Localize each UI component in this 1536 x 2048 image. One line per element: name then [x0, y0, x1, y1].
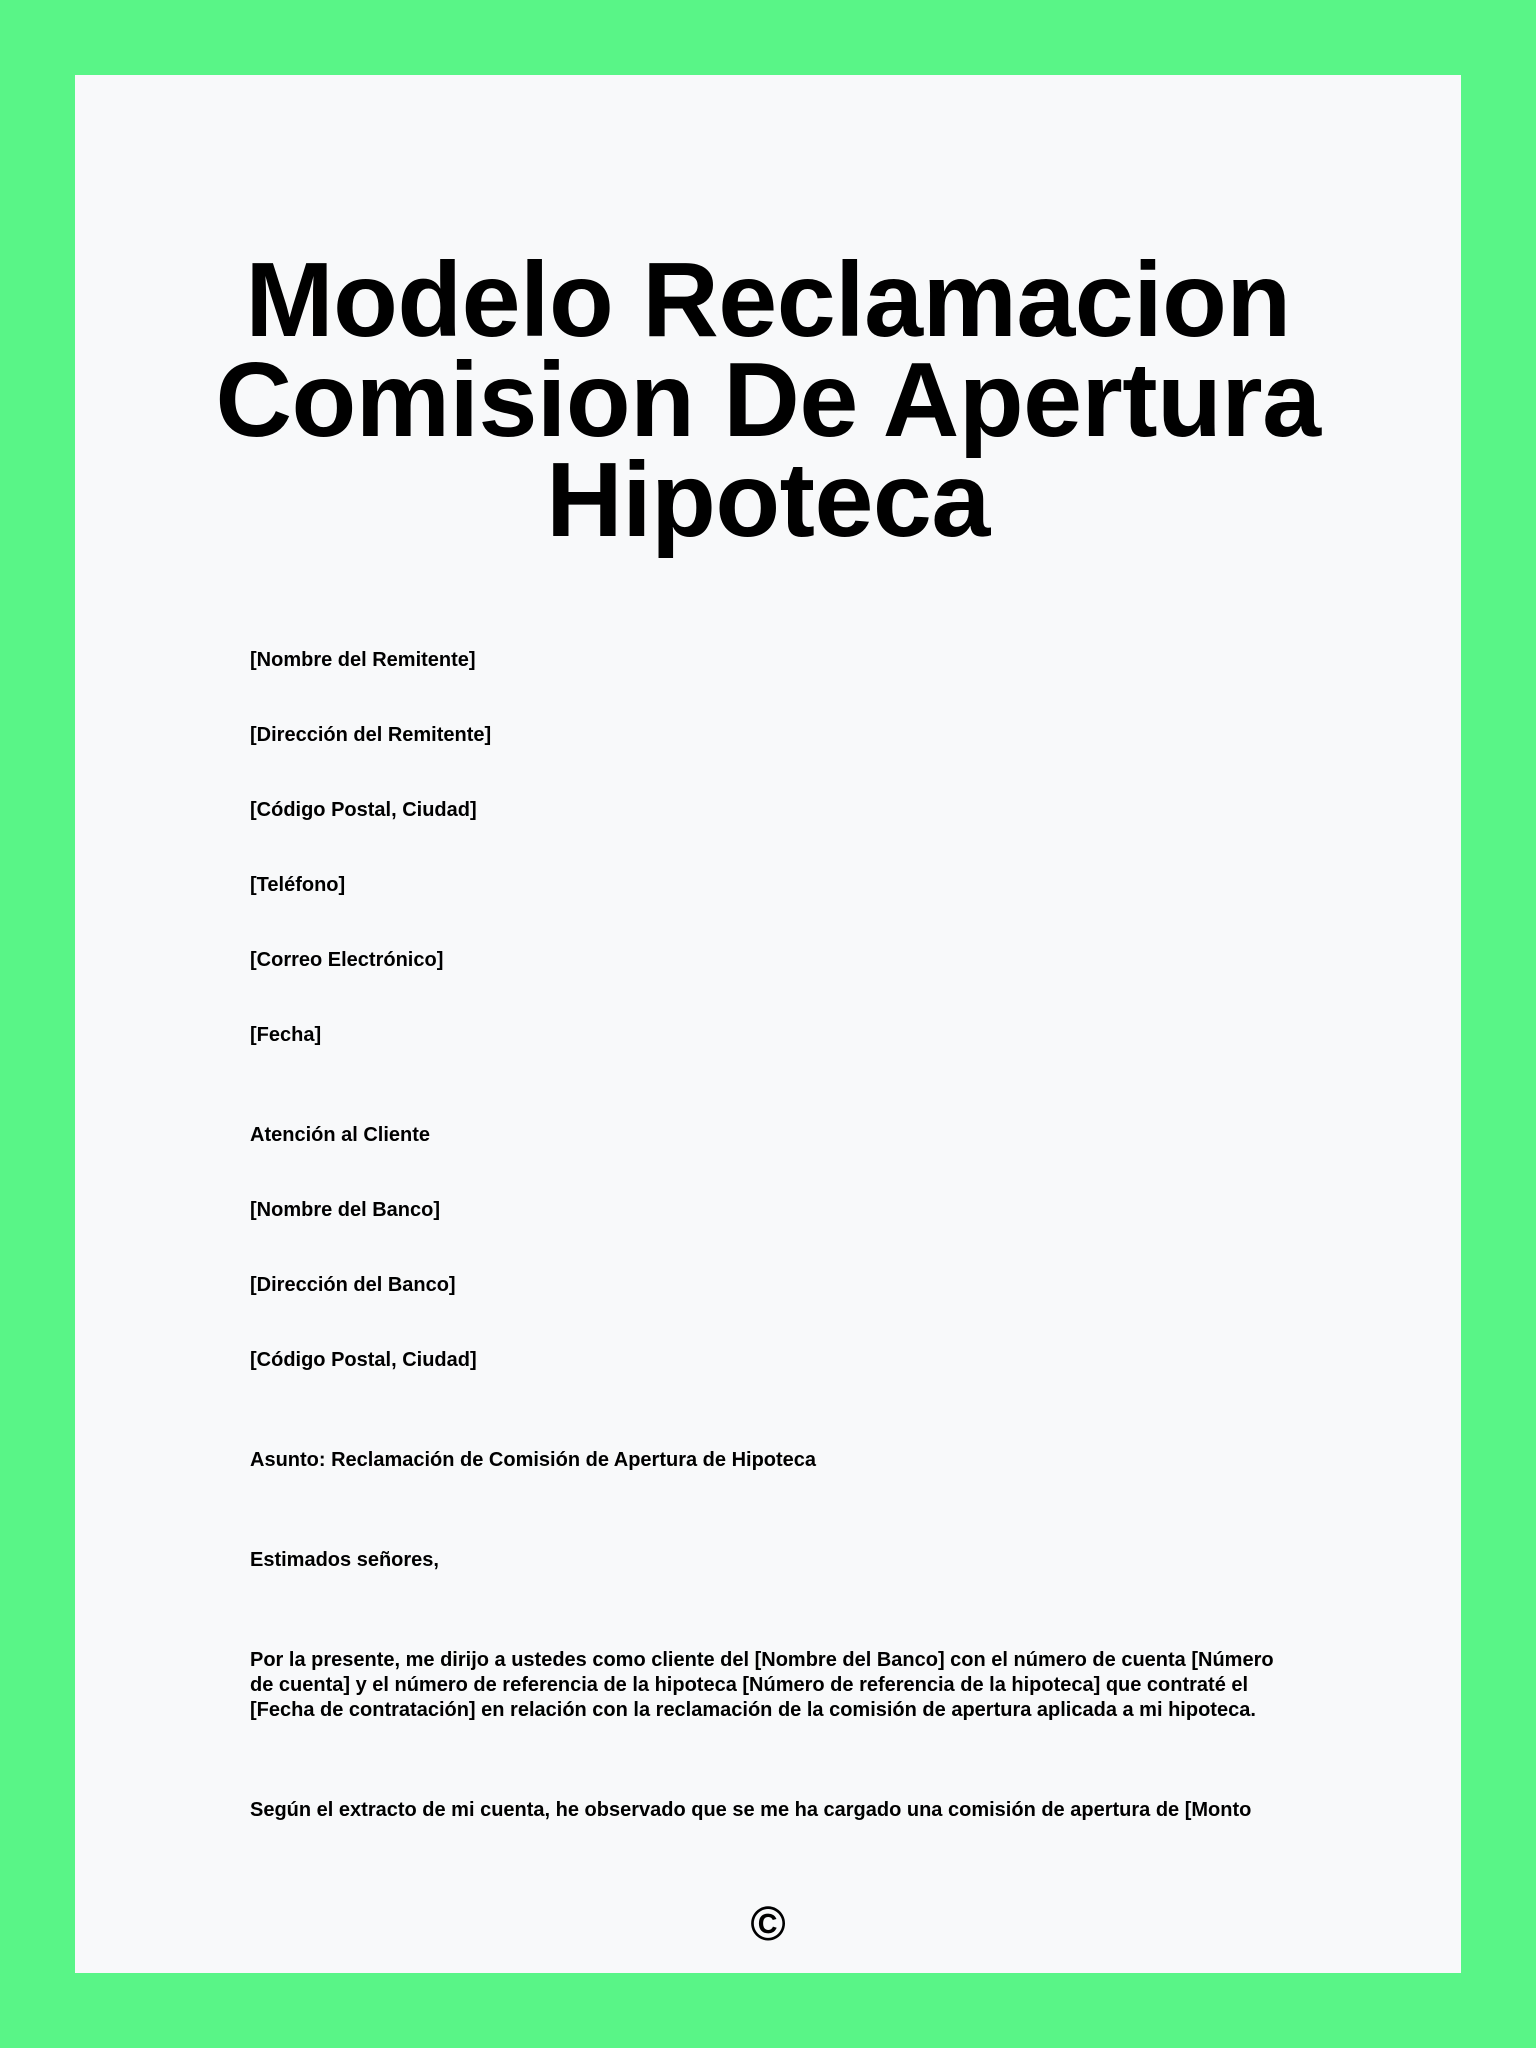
- letter-subject: Asunto: Reclamación de Comisión de Apertura de Hipoteca: [250, 1449, 817, 1471]
- letter-paragraph-2: Según el extracto de mi cuenta, he observado que se me ha cargado una comisión de apertura de [Monto: [250, 1799, 1252, 1821]
- title-line: Hipoteca: [546, 441, 990, 559]
- sender-phone: [Teléfono]: [250, 874, 346, 896]
- recipient-attention: Atención al Cliente: [250, 1124, 431, 1146]
- letter-paragraph: [250, 1648, 1365, 1723]
- recipient-bank-address: [Dirección del Banco]: [250, 1274, 456, 1296]
- title-line: Modelo Reclamacion: [245, 241, 1291, 359]
- document-title: [75, 241, 1461, 559]
- sender-address: [Dirección del Remitente]: [250, 724, 492, 746]
- paragraph-line: de cuenta] y el número de referencia de la hipoteca [Número de referencia de la hipoteca] que contraté el: [250, 1674, 1249, 1696]
- paragraph-line: Por la presente, me dirijo a ustedes como cliente del [Nombre del Banco] con el número de cuenta [Número: [250, 1649, 1274, 1671]
- document-page: [75, 75, 1461, 1973]
- sender-name: [Nombre del Remitente]: [250, 649, 476, 671]
- letter-date: [Fecha]: [250, 1024, 322, 1046]
- copyright-icon: ©: [750, 1898, 786, 1951]
- paragraph-line: [Fecha de contratación] en relación con la reclamación de la comisión de apertura aplicada a mi hipoteca.: [250, 1699, 1256, 1721]
- title-line: Comision De Apertura: [215, 341, 1321, 459]
- recipient-postal-city: [Código Postal, Ciudad]: [250, 1349, 477, 1371]
- letter-greeting: Estimados señores,: [250, 1549, 439, 1571]
- sender-postal-city: [Código Postal, Ciudad]: [250, 799, 477, 821]
- sender-email: [Correo Electrónico]: [250, 949, 444, 971]
- recipient-bank-name: [Nombre del Banco]: [250, 1199, 441, 1221]
